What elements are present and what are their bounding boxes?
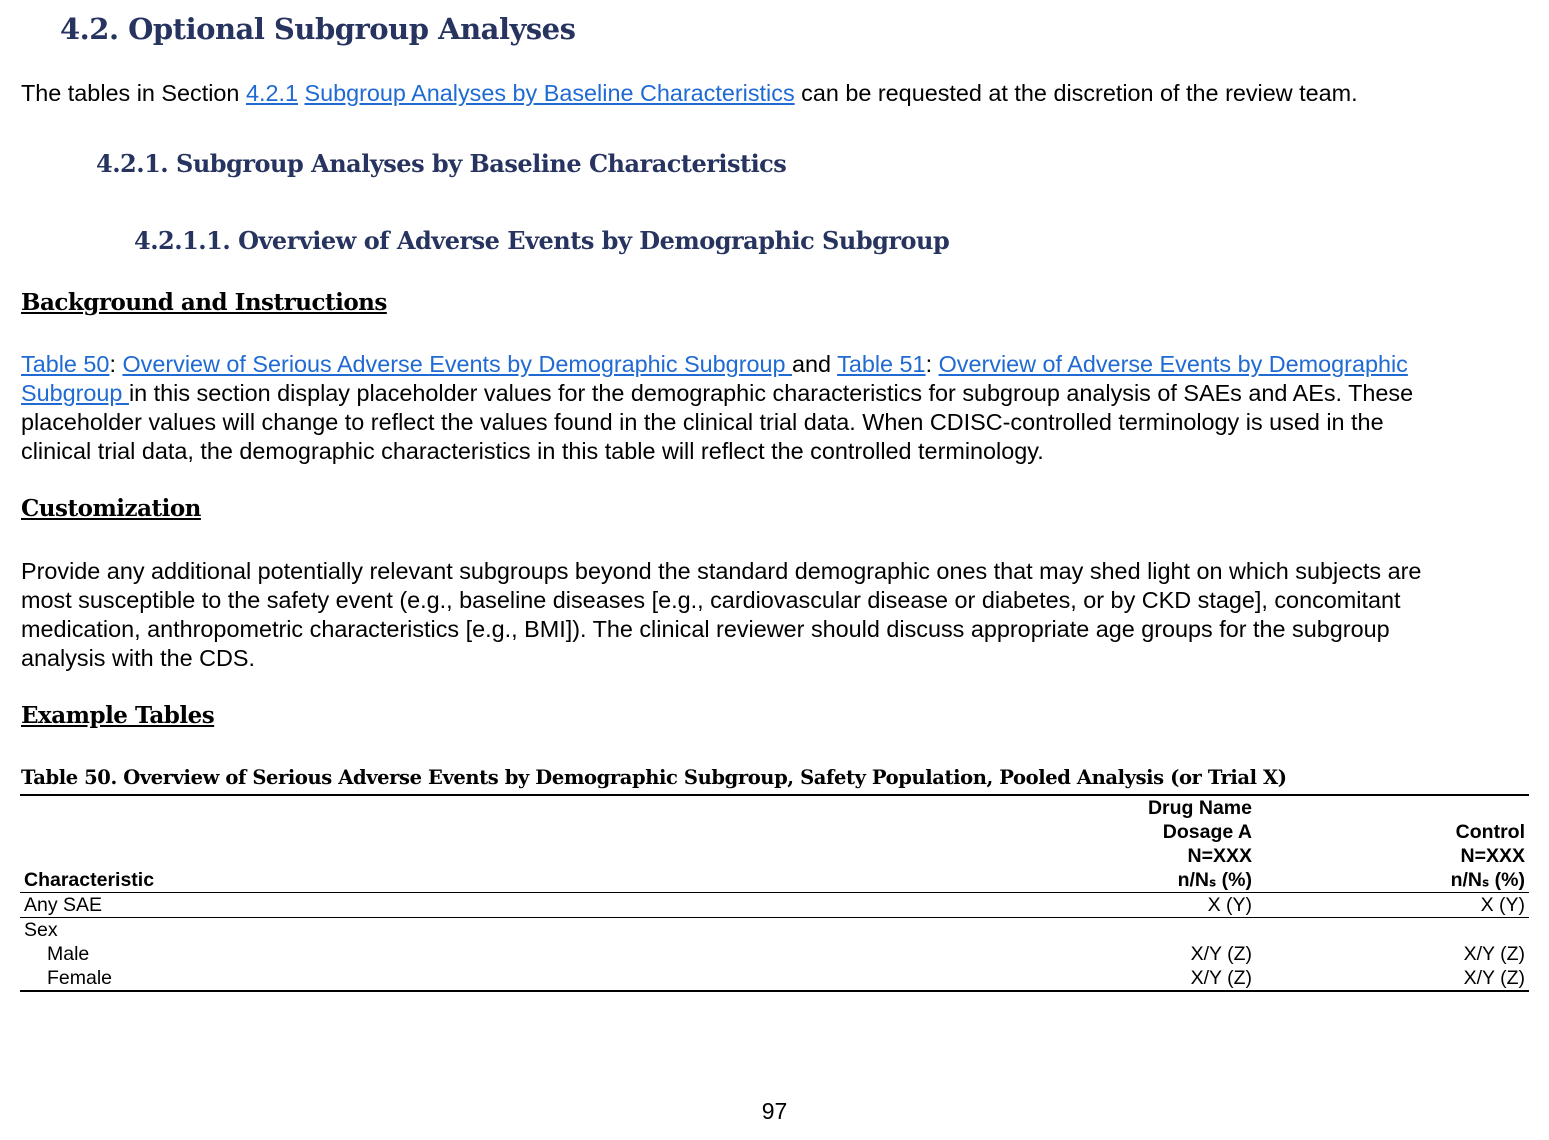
header-control-n: N=XXX [1460,845,1525,867]
link-table-51[interactable]: Table 51 [837,351,926,377]
row-control-value: X/Y (Z) [1463,943,1525,965]
section-heading-4-2-1-1: 4.2.1.1. Overview of Adverse Events by Demographic Subgroup [134,226,950,255]
section-heading-4-2-1: 4.2.1. Subgroup Analyses by Baseline Characteristics [96,149,787,178]
row-control-value: X/Y (Z) [1463,967,1525,989]
customization-line-4: analysis with the CDS. [21,645,255,671]
row-control-value: X (Y) [1256,893,1529,918]
header-control [1256,795,1529,893]
page-number: 97 [761,1098,788,1124]
table-50 [20,794,1529,992]
header-drug-n: N=XXX [1187,845,1252,867]
intro-text: The tables in Section [21,80,246,106]
background-text-line-3: placeholder values will change to reflect the values found in the clinical trial data. When CDISC-controlled terminology is used in the [21,409,1384,435]
row-drug-value [788,918,1256,943]
link-table-50[interactable]: Table 50 [21,351,110,377]
header-drug-stat: n/Nₛ (%) [1177,869,1252,891]
background-text-line-2: in this section display placeholder values for the demographic characteristics for subgroup analysis of SAEs and AEs. These [128,380,1414,406]
header-characteristic: Characteristic [20,795,788,893]
customization-line-3: medication, anthropometric characteristics [e.g., BMI]). The clinical reviewer should discuss appropriate age groups for the subgroup [21,616,1390,642]
row-control-value [1256,918,1529,943]
table-row [20,966,1529,991]
link-table-50-title[interactable]: Overview of Serious Adverse Events by Demographic Subgroup [122,351,793,377]
customization-line-2: most susceptible to the safety event (e.g., baseline diseases [e.g., cardiovascular disease or diabetes, or by CKD stage], concomitant [21,587,1401,613]
row-drug-value: X (Y) [788,893,1256,918]
intro-paragraph [21,79,1529,108]
row-label: Sex [24,919,58,941]
header-control-stat: n/Nₛ (%) [1450,869,1525,891]
table-row [20,918,1529,943]
background-heading: Background and Instructions [21,289,387,316]
example-tables-heading: Example Tables [21,702,215,729]
customization-line-1: Provide any additional potentially relevant subgroups beyond the standard demographic ones that may shed light on which subjects are [21,558,1422,584]
row-drug-value: X/Y (Z) [1190,967,1252,989]
link-table-51-title-cont[interactable]: Subgroup [21,380,129,406]
row-label: Any SAE [20,893,788,918]
link-section-4-2-1[interactable]: 4.2.1 [245,80,298,106]
intro-suffix: can be requested at the discretion of the review team. [794,80,1358,106]
row-label: Female [47,967,113,989]
section-heading-4-2: 4.2. Optional Subgroup Analyses [60,12,576,46]
colon: : [109,351,123,377]
background-paragraph [21,350,1529,466]
table-50-caption: Table 50. Overview of Serious Adverse Events by Demographic Subgroup, Safety Population, Pooled Analysis (or Trial X) [21,766,1287,789]
header-control-name: Control [1455,821,1525,843]
and-text: and [792,351,838,377]
header-drug-name: Drug Name [1147,797,1252,819]
header-drug-dosage: Dosage A [1162,821,1252,843]
link-table-51-title[interactable]: Overview of Adverse Events by Demographic [938,351,1408,377]
row-drug-value: X/Y (Z) [1190,943,1252,965]
table-row [20,942,1529,966]
colon: : [925,351,939,377]
table-row [20,893,1529,918]
customization-heading: Customization [21,495,201,522]
customization-paragraph [21,557,1529,673]
table-header-row [20,795,1529,893]
row-label: Male [47,943,90,965]
header-drug [788,795,1256,893]
background-text-line-4: clinical trial data, the demographic characteristics in this table will reflect the controlled terminology. [21,438,1044,464]
link-subgroup-analyses[interactable]: Subgroup Analyses by Baseline Characteristics [304,80,795,106]
